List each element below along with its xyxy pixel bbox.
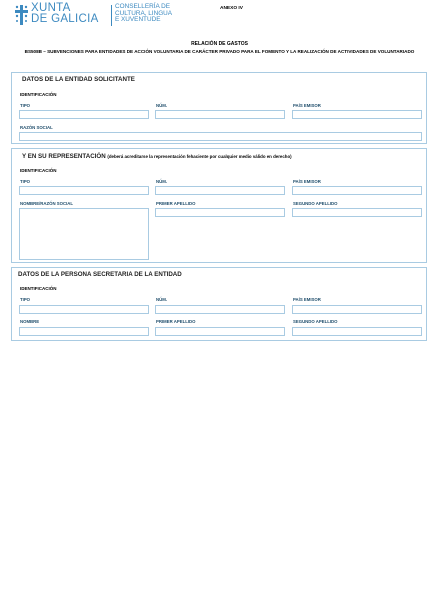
section-secretary: [11, 267, 427, 341]
pais-emisor-label: PAÍS EMISOR: [293, 297, 321, 302]
identification-label: IDENTIFICACIÓN: [20, 168, 57, 173]
num-label: NÚM.: [156, 179, 167, 184]
nombre-razon-social-label: NOMBRE/RAZÓN SOCIAL: [20, 201, 73, 206]
num-label: NÚM.: [156, 297, 167, 302]
segundo-apellido-field[interactable]: [292, 327, 422, 336]
section-note: (deberá acreditarse la representación fehaciente por cualquier medio válido en derecho): [107, 154, 292, 159]
identification-label: IDENTIFICACIÓN: [20, 286, 57, 291]
nombre-field[interactable]: [19, 327, 149, 336]
logo-divider: [111, 5, 112, 26]
tipo-field[interactable]: [19, 305, 149, 314]
section-heading: DATOS DE LA PERSONA SECRETARIA DE LA ENTIDAD: [18, 271, 182, 278]
primer-apellido-field[interactable]: [155, 327, 285, 336]
pais-emisor-label: PAÍS EMISOR: [293, 103, 321, 108]
pais-emisor-field[interactable]: [292, 110, 422, 119]
segundo-apellido-field[interactable]: [292, 208, 422, 217]
document-title: RELACIÓN DE GASTOS: [191, 41, 248, 47]
xunta-cross-icon: [14, 4, 29, 26]
pais-emisor-field[interactable]: [292, 305, 422, 314]
pais-emisor-label: PAÍS EMISOR: [293, 179, 321, 184]
segundo-apellido-label: SEGUNDO APELLIDO: [293, 201, 338, 206]
segundo-apellido-label: SEGUNDO APELLIDO: [293, 319, 338, 324]
tipo-label: TIPO: [20, 103, 31, 108]
num-field[interactable]: [155, 186, 285, 195]
num-field[interactable]: [155, 110, 285, 119]
tipo-field[interactable]: [19, 110, 149, 119]
razon-social-field[interactable]: [19, 132, 422, 141]
num-field[interactable]: [155, 305, 285, 314]
section-applicant-entity: [11, 72, 427, 144]
pais-emisor-field[interactable]: [292, 186, 422, 195]
num-label: NÚM.: [156, 103, 167, 108]
department-name: CONSELLERÍA DE CULTURA, LINGUA E XUVENTUDE: [115, 3, 173, 24]
primer-apellido-label: PRIMER APELLIDO: [156, 201, 196, 206]
tipo-label: TIPO: [20, 297, 31, 302]
nombre-razon-social-field[interactable]: [19, 208, 149, 260]
tipo-label: TIPO: [20, 179, 31, 184]
identification-label: IDENTIFICACIÓN: [20, 92, 57, 97]
section-heading: Y EN SU REPRESENTACIÓN (deberá acreditarse la representación fehaciente por cualquier medio válido en derecho): [22, 153, 292, 160]
tipo-field[interactable]: [19, 186, 149, 195]
annex-label: ANEXO IV: [220, 6, 243, 11]
section-heading: DATOS DE LA ENTIDAD SOLICITANTE: [22, 76, 135, 83]
razon-social-label: RAZÓN SOCIAL: [20, 125, 53, 130]
nombre-label: NOMBRE: [20, 319, 40, 324]
section-representative: [11, 148, 427, 263]
primer-apellido-label: PRIMER APELLIDO: [156, 319, 196, 324]
document-subtitle: BS508B – SUBVENCIONES PARA ENTIDADES DE ACCIÓN VOLUNTARIA DE CARÁCTER PRIVADO PARA EL FOMENTO Y LA REALIZACIÓN DE ACTIVIDADES DE VOLUNTARIADO: [24, 49, 415, 54]
org-name: XUNTA DE GALICIA: [31, 2, 99, 25]
primer-apellido-field[interactable]: [155, 208, 285, 217]
